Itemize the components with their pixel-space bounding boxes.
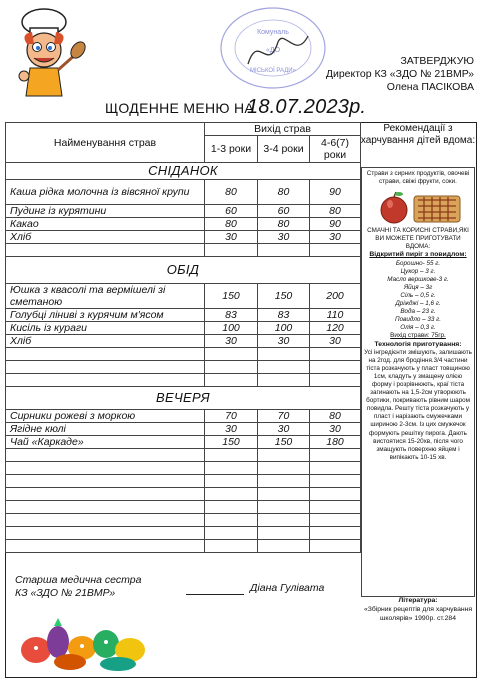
section-lunch: ОБІД (6, 257, 361, 284)
pie-and-apple-image (370, 188, 466, 226)
empty-row (6, 540, 361, 553)
empty-row (6, 449, 361, 462)
stamp-line-1: Комуналь (257, 29, 289, 36)
nurse-block (15, 574, 141, 600)
empty-row (6, 488, 361, 501)
literature-text: «Збірник рецептів для харчування школярів» 1990р. ст.284 (363, 606, 473, 622)
portion-1-3: 80 (205, 180, 258, 205)
cook-illustration (10, 4, 90, 100)
recommendations-panel (361, 167, 475, 597)
literature-title: Література: (398, 597, 438, 604)
portion-4-7: 180 (310, 436, 361, 449)
approval-block (326, 55, 474, 94)
rec-intro: Страви з сирних продуктів, овочеві страви, свіжі фрукти, соки. (366, 170, 470, 186)
portion-4-7: 30 (310, 423, 361, 436)
portion-1-3: 100 (205, 322, 258, 335)
header-output: Вихід страв (205, 123, 361, 136)
recipe-yield: Вихід страви: 75гр. (390, 332, 446, 340)
portion-3-4: 83 (258, 309, 310, 322)
header-age-2: 3-4 роки (258, 136, 310, 163)
dish-name: Чай «Каркаде» (6, 436, 205, 449)
empty-row (6, 475, 361, 488)
portion-3-4: 60 (258, 205, 310, 218)
section-breakfast: СНІДАНОК (6, 163, 361, 180)
empty-row (6, 527, 361, 540)
header-age-3: 4-6(7) роки (310, 136, 361, 163)
portion-3-4: 80 (258, 180, 310, 205)
header-dish: Найменування страв (6, 123, 205, 163)
ingredient: Яйця – 3г (403, 283, 433, 291)
menu-date: 18.07.2023р. (247, 96, 367, 118)
tech-title: Технологія приготування: (374, 340, 462, 348)
official-stamp (214, 2, 332, 94)
portion-4-7: 90 (310, 180, 361, 205)
portion-1-3: 150 (205, 436, 258, 449)
portion-3-4: 150 (258, 284, 310, 309)
tech-text: Усі інгредієнти змішують, залишають на 2год. для бродіння.3/4 частини тіста розкачують у пласт товщиною 1см, кладуть у змащену олією форму і розрівнюють, краї тіста загинають на 1,5-2см утворюють бортики, покривають рівним шаром повидла. Решту тіста розкачують у пласт і нарізають смужечками шириною 2-3см. Із цих смужечок формують решітку пирога. Дають вистоятися 15-20хв, після чого змащують поверхню яйцем і випікають 10-15 хв. (364, 348, 472, 461)
ingredient: Повидло – 33 г. (395, 316, 441, 324)
portion-3-4: 70 (258, 410, 310, 423)
portion-4-7: 30 (310, 335, 361, 348)
portion-4-7: 200 (310, 284, 361, 309)
dish-name: Хліб (6, 231, 205, 244)
ingredient: Борошно- 55 г. (395, 259, 441, 267)
dish-name: Какао (6, 218, 205, 231)
menu-title: ЩОДЕННЕ МЕНЮ НА (105, 100, 255, 116)
dish-name: Ягідне кюлі (6, 423, 205, 436)
literature-block (361, 596, 475, 623)
section-dinner: ВЕЧЕРЯ (6, 387, 361, 410)
approval-name: Олена ПАСІКОВА (386, 81, 474, 93)
portion-1-3: 150 (205, 284, 258, 309)
portion-1-3: 30 (205, 423, 258, 436)
portion-4-7: 110 (310, 309, 361, 322)
empty-row (6, 348, 361, 361)
dish-name: Юшка з квасолі та вермішелі зі сметаною (6, 284, 205, 309)
nurse-org: КЗ «ЗДО № 21ВМР» (15, 587, 116, 599)
portion-3-4: 30 (258, 423, 310, 436)
dish-name: Каша рідка молочна із вівсяної крупи (6, 180, 205, 205)
dish-name: Сирники рожеві з моркою (6, 410, 205, 423)
header-age-1: 1-3 роки (205, 136, 258, 163)
portion-1-3: 83 (205, 309, 258, 322)
nurse-title: Старша медична сестра (15, 574, 142, 586)
empty-row (6, 501, 361, 514)
portion-4-7: 80 (310, 410, 361, 423)
stamp-line-2: «ДО (265, 47, 281, 54)
ingredient: Масло вершкове-3 г. (387, 275, 449, 283)
ingredient: Дріжджі – 1,6 г. (395, 300, 441, 308)
portion-3-4: 150 (258, 436, 310, 449)
dish-name: Пудинг із курятини (6, 205, 205, 218)
dish-name: Хліб (6, 335, 205, 348)
ingredient: Вода – 23 г. (400, 308, 436, 316)
portion-1-3: 30 (205, 335, 258, 348)
ingredient: Сіль – 0,5 г. (400, 291, 436, 299)
dish-name: Голубці ліниві з курячим м'ясом (6, 309, 205, 322)
dish-name: Кисіль із кураги (6, 322, 205, 335)
empty-row (6, 514, 361, 527)
ingredient: Олія – 0,3 г. (400, 324, 436, 332)
portion-3-4: 30 (258, 231, 310, 244)
portion-1-3: 70 (205, 410, 258, 423)
portion-3-4: 30 (258, 335, 310, 348)
stamp-line-3: МІСЬКОЇ РАДИ» (250, 68, 296, 74)
menu-table (5, 122, 361, 553)
recipe-title: Відкритий пиріг з повидлом: (369, 251, 467, 259)
signature-line (186, 594, 244, 595)
portion-4-7: 80 (310, 205, 361, 218)
nurse-name: Діана Гулівата (250, 582, 325, 594)
portion-1-3: 60 (205, 205, 258, 218)
rec-caption: СМАЧНІ ТА КОРИСНІ СТРАВИ,ЯКІ ВИ МОЖЕТЕ ПРИГОТУВАТИ ВДОМА: (367, 227, 469, 251)
portion-3-4: 100 (258, 322, 310, 335)
portion-4-7: 30 (310, 231, 361, 244)
portion-4-7: 120 (310, 322, 361, 335)
empty-row (6, 361, 361, 374)
empty-row (6, 462, 361, 475)
portion-1-3: 30 (205, 231, 258, 244)
portion-3-4: 80 (258, 218, 310, 231)
empty-row (6, 374, 361, 387)
ingredient: Цукор – 3 г. (400, 267, 436, 275)
vegetables-illustration (10, 602, 160, 672)
approval-position: Директор КЗ «ЗДО № 21ВМР» (325, 68, 474, 80)
approval-title: ЗАТВЕРДЖУЮ (400, 55, 474, 67)
portion-1-3: 80 (205, 218, 258, 231)
portion-4-7: 90 (310, 218, 361, 231)
empty-row (6, 244, 361, 257)
recommendations-header: Рекомендації з харчування дітей вдома: (360, 123, 476, 146)
